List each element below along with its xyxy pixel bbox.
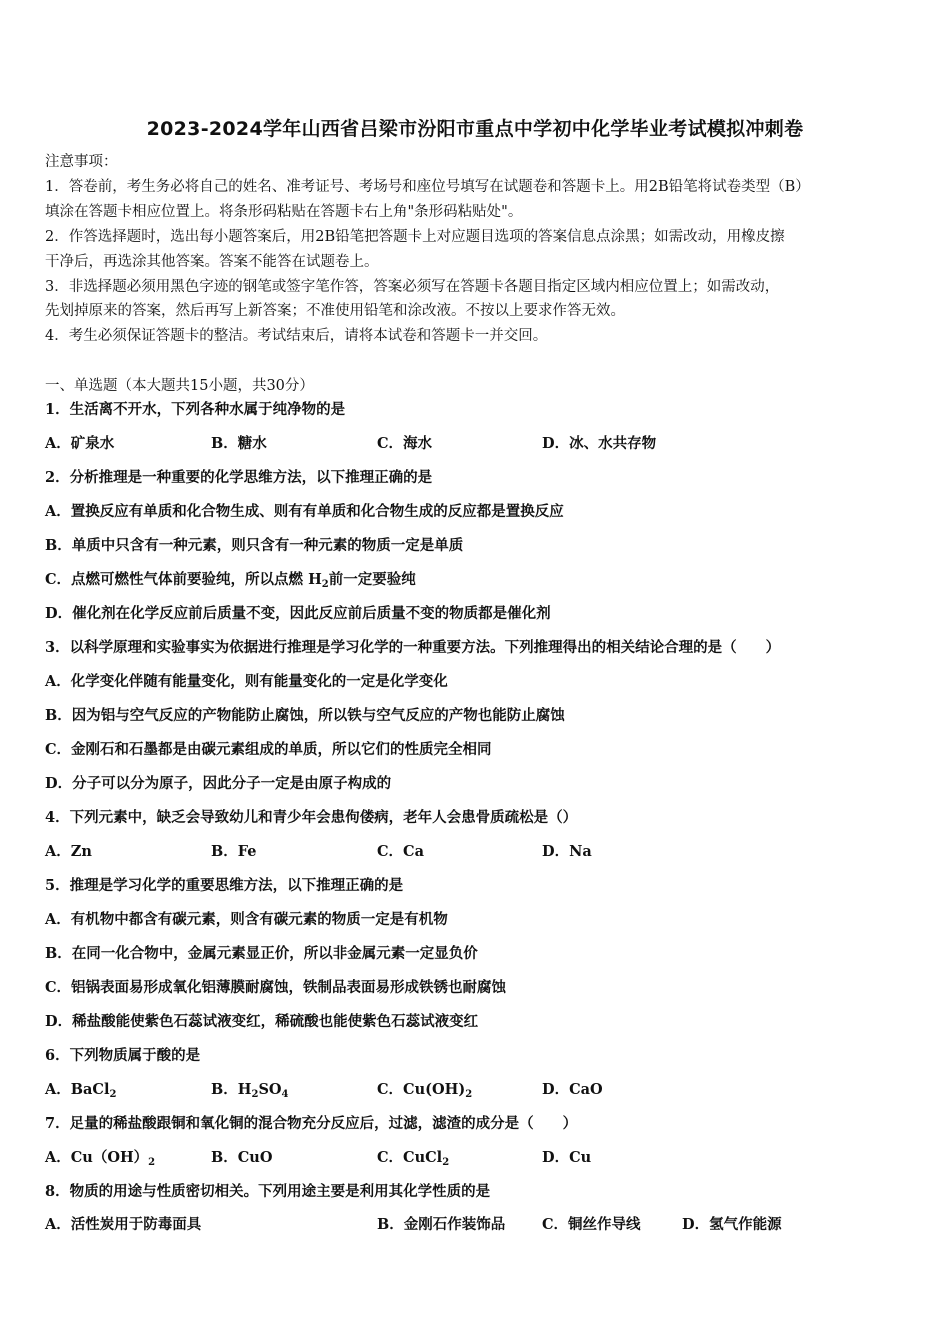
option-d: D．冰、水共存物 <box>542 435 657 452</box>
option-c <box>377 1148 449 1168</box>
option-d: D．稀盐酸能使紫色石蕊试液变红，稀硫酸也能使紫色石蕊试液变红 <box>45 1013 479 1030</box>
notes-line: 填涂在答题卡相应位置上。将条形码粘贴在答题卡右上角"条形码粘贴处"。 <box>45 204 523 220</box>
option-text: C．Cu(OH) <box>377 1081 466 1098</box>
option-d: D．CaO <box>542 1081 603 1098</box>
option-a: A．矿泉水 <box>45 435 115 452</box>
notes-heading: 注意事项： <box>45 154 118 170</box>
notes-line: 4．考生必须保证答题卡的整洁。考试结束后，请将本试卷和答题卡一并交回。 <box>45 328 548 344</box>
question-stem: 7．足量的稀盐酸跟铜和氧化铜的混合物充分反应后，过滤，滤渣的成分是（ ） <box>45 1115 578 1132</box>
notes-line: 2．作答选择题时，选出每小题答案后，用2B铅笔把答题卡上对应题目选项的答案信息点涂黑；如需改动，用橡皮擦 <box>45 229 785 245</box>
option-c: C．海水 <box>377 435 433 452</box>
question-stem: 8．物质的用途与性质密切相关。下列用途主要是利用其化学性质的是 <box>45 1183 491 1200</box>
option-text: A．BaCl <box>45 1081 110 1098</box>
option-c: C．铝锅表面易形成氧化铝薄膜耐腐蚀，铁制品表面易形成铁锈也耐腐蚀 <box>45 979 507 996</box>
subscript: 2 <box>465 1089 473 1100</box>
option-c <box>377 1080 472 1100</box>
option-c: C．铜丝作导线 <box>542 1216 641 1233</box>
option-a <box>45 1148 155 1168</box>
option-b: B．在同一化合物中，金属元素显正价，所以非金属元素一定显负价 <box>45 945 478 962</box>
option-a: A．置换反应有单质和化合物生成、则有有单质和化合物生成的反应都是置换反应 <box>45 503 564 520</box>
option-a <box>45 1080 116 1100</box>
question-stem: 2．分析推理是一种重要的化学思维方法，以下推理正确的是 <box>45 469 433 486</box>
option-text: SO <box>258 1081 282 1098</box>
question-stem: 4．下列元素中，缺乏会导致幼儿和青少年会患佝偻病，老年人会患骨质疏松是（） <box>45 809 578 826</box>
notes-line: 干净后，再选涂其他答案。答案不能答在试题卷上。 <box>45 254 379 270</box>
option-text: C．点燃可燃性气体前要验纯，所以点燃 H <box>45 571 322 588</box>
option-b: B．Fe <box>211 843 257 860</box>
option-d: D．Cu <box>542 1149 592 1166</box>
subscript: 2 <box>109 1089 117 1100</box>
option-b <box>211 1080 289 1100</box>
question-stem: 5．推理是学习化学的重要思维方法，以下推理正确的是 <box>45 877 404 894</box>
option-text: C．CuCl <box>377 1149 443 1166</box>
option-a: A．Zn <box>45 843 92 860</box>
question-stem: 3．以科学原理和实验事实为依据进行推理是学习化学的一种重要方法。下列推理得出的相关结论合理的是（ ） <box>45 639 781 656</box>
option-text: B．H <box>211 1081 252 1098</box>
notes-line: 先划掉原来的答案，然后再写上新答案；不准使用铅笔和涂改液。不按以上要求作答无效。 <box>45 303 625 319</box>
subscript: 2 <box>442 1157 450 1168</box>
option-b: B．CuO <box>211 1149 273 1166</box>
option-c: C．Ca <box>377 843 424 860</box>
notes-line: 1．答卷前，考生务必将自己的姓名、准考证号、考场号和座位号填写在试题卷和答题卡上。用2B铅笔将试卷类型（B） <box>45 179 810 195</box>
option-b: B．金刚石作装饰品 <box>377 1216 506 1233</box>
option-d: D．氢气作能源 <box>682 1216 782 1233</box>
option-c: C．金刚石和石墨都是由碳元素组成的单质，所以它们的性质完全相同 <box>45 741 492 758</box>
option-a: A．有机物中都含有碳元素，则含有碳元素的物质一定是有机物 <box>45 911 448 928</box>
option-d: D．分子可以分为原子，因此分子一定是由原子构成的 <box>45 775 392 792</box>
option-b: B．单质中只含有一种元素，则只含有一种元素的物质一定是单质 <box>45 537 464 554</box>
subscript: 4 <box>281 1089 289 1100</box>
question-stem: 6．下列物质属于酸的是 <box>45 1047 201 1064</box>
option-a: A．活性炭用于防毒面具 <box>45 1216 202 1233</box>
option-c <box>45 570 907 590</box>
option-b: B．糖水 <box>211 435 267 452</box>
question-stem: 1．生活离不开水，下列各种水属于纯净物的是 <box>45 401 346 418</box>
notes-line: 3．非选择题必须用黑色字迹的钢笔或签字笔作答，答案必须写在答题卡各题目指定区域内相应位置上；如需改动， <box>45 279 780 295</box>
option-d: D．催化剂在化学反应前后质量不变，因此反应前后质量不变的物质都是催化剂 <box>45 605 551 622</box>
subscript: 2 <box>251 1089 259 1100</box>
option-text: A．Cu（OH） <box>45 1149 149 1166</box>
section-heading: 一、单选题（本大题共15小题，共30分） <box>45 378 314 394</box>
option-d: D．Na <box>542 843 592 860</box>
option-a: A．化学变化伴随有能量变化，则有能量变化的一定是化学变化 <box>45 673 448 690</box>
option-text: 前一定要验纯 <box>328 571 416 588</box>
subscript: 2 <box>321 579 329 590</box>
option-b: B．因为铝与空气反应的产物能防止腐蚀，所以铁与空气反应的产物也能防止腐蚀 <box>45 707 565 724</box>
page-title: 2023-2024学年山西省吕梁市汾阳市重点中学初中化学毕业考试模拟冲刺卷 <box>146 118 804 140</box>
subscript: 2 <box>148 1157 156 1168</box>
